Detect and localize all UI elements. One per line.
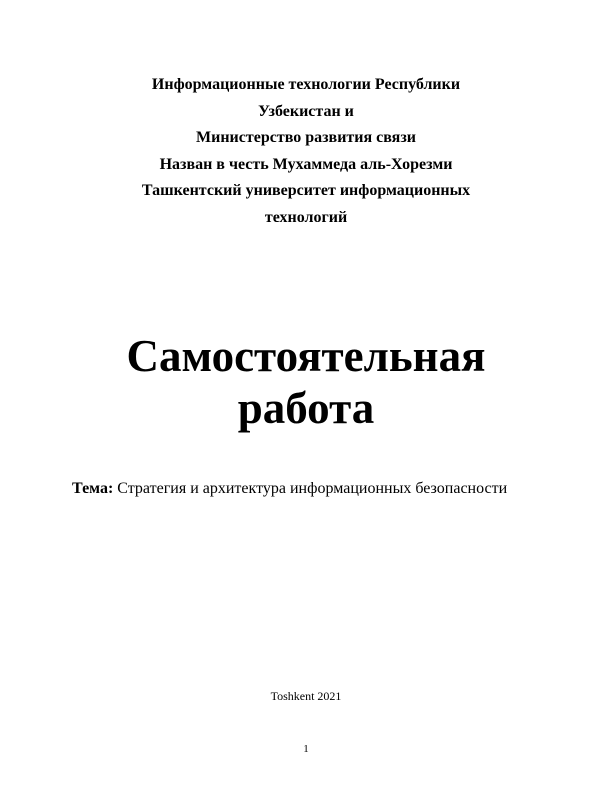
document-title xyxy=(40,330,572,434)
page-number: 1 xyxy=(303,743,309,755)
topic-text: Стратегия и архитектура информационных безопасности xyxy=(113,480,508,497)
header-line-2: Узбекистан и xyxy=(258,102,354,120)
title-line-2: работа xyxy=(237,383,375,433)
topic-label: Тема: xyxy=(72,480,114,497)
topic-paragraph xyxy=(72,473,542,504)
header-line-3: Министерство развития связи xyxy=(196,129,416,146)
header-line-4: Назван в честь Мухаммеда аль-Хорезми xyxy=(159,155,453,173)
header-line-5: Ташкентский университет информационных xyxy=(141,182,471,199)
header-line-1: Информационные технологии Республики xyxy=(151,76,461,93)
title-line-1: Самостоятельная xyxy=(126,331,486,381)
header-line-6: технологий xyxy=(264,208,348,226)
institution-header xyxy=(60,72,552,231)
city-year: Toshkent 2021 xyxy=(270,689,342,703)
